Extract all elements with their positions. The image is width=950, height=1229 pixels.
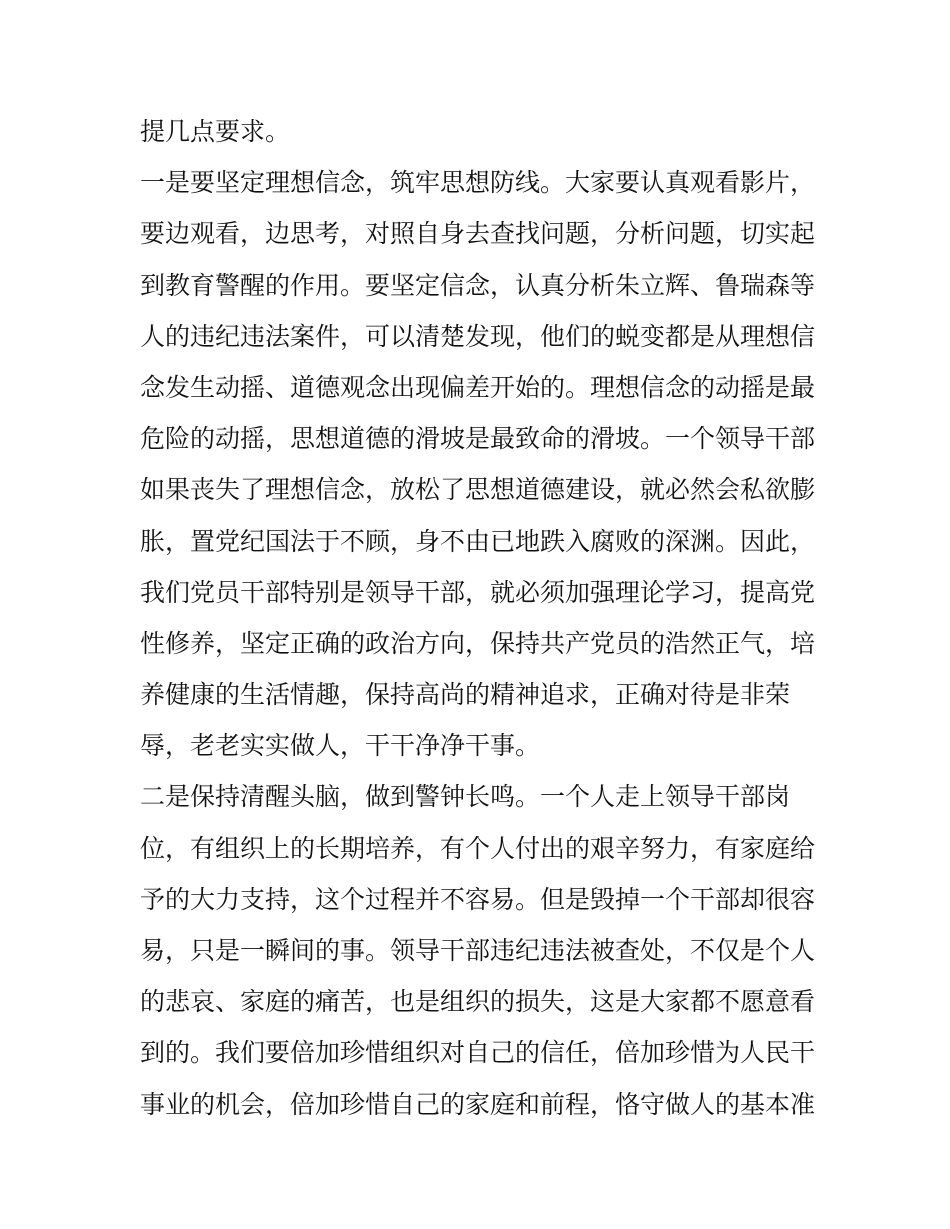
text-line: 胀，置党纪国法于不顾，身不由已地跌入腐败的深渊。因此， [140, 526, 816, 556]
text-line: 到的。我们要倍加珍惜组织对自己的信任，倍加珍惜为人民干 [140, 1038, 816, 1068]
text-line: 念发生动摇、道德观念出现偏差开始的。理想信念的动摇是最 [140, 372, 816, 402]
text-line: 到教育警醒的作用。要坚定信念，认真分析朱立辉、鲁瑞森等 [140, 270, 816, 300]
text-line: 的悲哀、家庭的痛苦，也是组织的损失，这是大家都不愿意看 [140, 987, 816, 1017]
text-line: 一是要坚定理想信念，筑牢思想防线。大家要认真观看影片， [140, 168, 816, 198]
text-line: 二是保持清醒头脑，做到警钟长鸣。一个人走上领导干部岗 [140, 782, 791, 812]
text-line: 辱，老老实实做人，干干净净干事。 [140, 731, 541, 761]
text-line: 提几点要求。 [140, 117, 291, 146]
text-line: 人的违纪违法案件，可以清楚发现，他们的蜕变都是从理想信 [140, 321, 816, 351]
body-text [140, 106, 820, 1130]
text-line: 我们党员干部特别是领导干部，就必须加强理论学习，提高党 [140, 577, 816, 607]
text-line: 性修养，坚定正确的政治方向，保持共产党员的浩然正气，培 [140, 628, 816, 658]
text-line: 予的大力支持，这个过程并不容易。但是毁掉一个干部却很容 [140, 884, 816, 914]
text-line: 位，有组织上的长期培养，有个人付出的艰辛努力，有家庭给 [140, 833, 816, 863]
text-line: 如果丧失了理想信念，放松了思想道德建设，就必然会私欲膨 [140, 475, 816, 505]
text-line: 事业的机会，倍加珍惜自己的家庭和前程，恪守做人的基本准 [140, 1089, 816, 1119]
text-line: 易，只是一瞬间的事。领导干部违纪违法被查处，不仅是个人 [140, 936, 816, 965]
text-line: 要边观看，边思考，对照自身去查找问题，分析问题，切实起 [140, 219, 816, 249]
text-line: 危险的动摇，思想道德的滑坡是最致命的滑坡。一个领导干部 [140, 424, 816, 454]
text-line: 养健康的生活情趣，保持高尚的精神追求，正确对待是非荣 [140, 680, 791, 710]
